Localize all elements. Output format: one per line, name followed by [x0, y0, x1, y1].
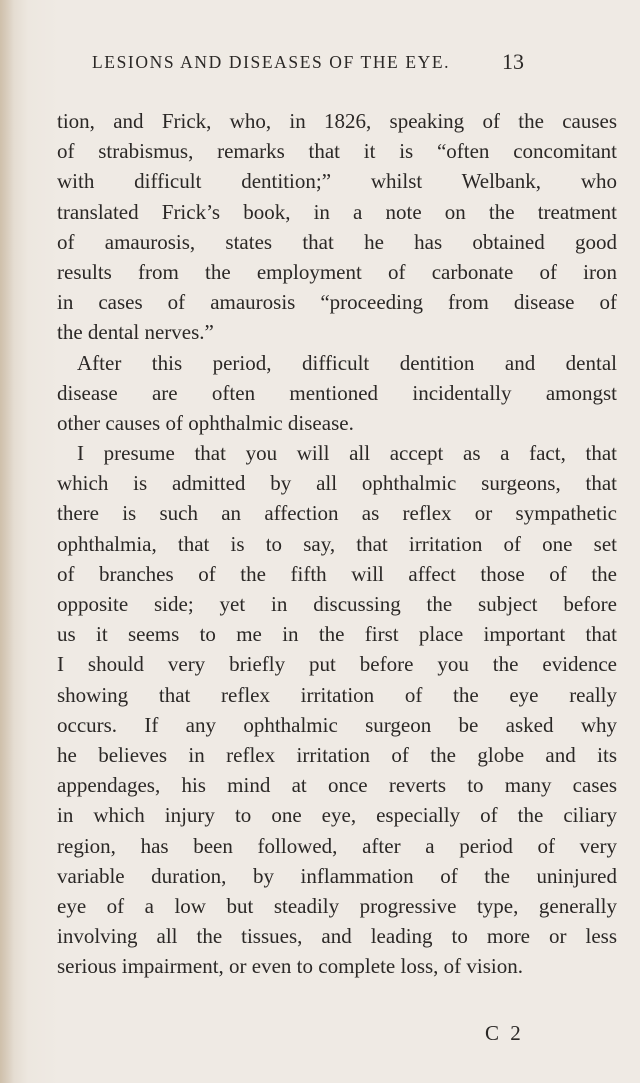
- text-line: he believes in reflex irritation of the globe and its: [57, 742, 617, 767]
- text-line: in which injury to one eye, especially of the ciliary: [57, 803, 617, 828]
- text-line: showing that reflex irritation of the eye really: [57, 682, 617, 707]
- text-line: occurs. If any ophthalmic surgeon be asked why: [57, 712, 617, 737]
- text-line: serious impairment, or even to complete loss, of vision.: [57, 954, 523, 979]
- text-line: which is admitted by all ophthalmic surgeons, that: [57, 471, 617, 496]
- text-line: us it seems to me in the first place important that: [57, 622, 617, 647]
- text-line: other causes of ophthalmic disease.: [57, 410, 354, 435]
- text-line: the dental nerves.”: [57, 320, 214, 345]
- page-number: 13: [502, 49, 524, 74]
- text-line: in cases of amaurosis “proceeding from disease of: [57, 290, 617, 315]
- body-text: [57, 106, 617, 981]
- text-line: translated Frick’s book, in a note on the treatment: [57, 199, 617, 224]
- text-line: I should very briefly put before you the evidence: [57, 652, 617, 677]
- signature-mark: C 2: [485, 1021, 524, 1045]
- text-line: involving all the tissues, and leading to more or less: [57, 924, 617, 949]
- text-line: disease are often mentioned incidentally amongst: [57, 380, 617, 405]
- running-head: [0, 49, 640, 82]
- text-line: variable duration, by inflammation of the uninjured: [57, 863, 617, 888]
- text-line: of branches of the fifth will affect those of the: [57, 561, 617, 586]
- text-line: eye of a low but steadily progressive type, generally: [57, 893, 617, 918]
- text-line: of strabismus, remarks that it is “often concomitant: [57, 139, 617, 164]
- text-line: results from the employment of carbonate of iron: [57, 259, 617, 284]
- text-line: tion, and Frick, who, in 1826, speaking of the causes: [57, 109, 617, 133]
- text-line: there is such an affection as reflex or sympathetic: [57, 501, 617, 526]
- text-line: of amaurosis, states that he has obtained good: [57, 229, 617, 254]
- text-line: I presume that you will all accept as a fact, that: [77, 441, 617, 466]
- running-title: LESIONS AND DISEASES OF THE EYE.: [92, 52, 451, 72]
- gutter-shadow: [0, 0, 14, 1083]
- text-line: with difficult dentition;” whilst Welbank, who: [57, 169, 617, 194]
- text-line: region, has been followed, after a period of very: [57, 833, 617, 858]
- text-line: ophthalmia, that is to say, that irritation of one set: [57, 531, 617, 556]
- text-line: opposite side; yet in discussing the subject before: [57, 592, 617, 616]
- text-line: appendages, his mind at once reverts to many cases: [57, 773, 617, 798]
- text-line: After this period, difficult dentition and dental: [77, 350, 617, 375]
